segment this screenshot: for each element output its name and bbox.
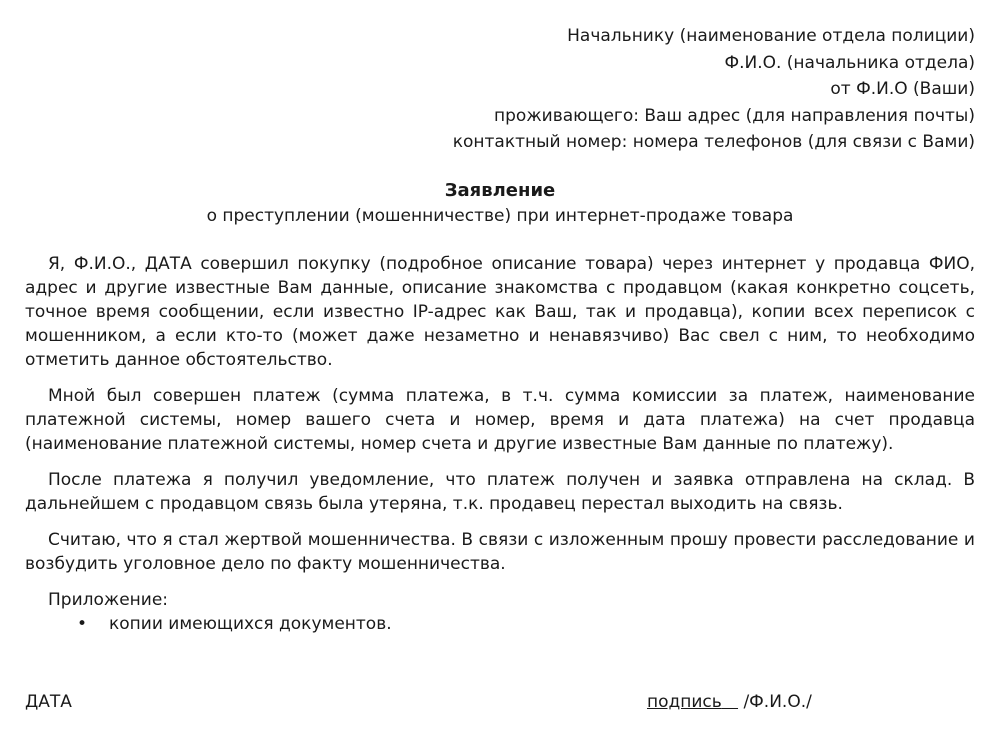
appendix-label: Приложение: — [48, 590, 169, 610]
addressee-line: контактный номер: номера телефонов (для связи с Вами) — [452, 132, 975, 152]
document-subtitle: о преступлении (мошенничестве) при интернет-продаже товара — [206, 206, 794, 226]
addressee-line: проживающего: Ваш адрес (для направления почты) — [494, 105, 975, 126]
signer-name: /Ф.И.О./ — [743, 692, 812, 712]
signature-label: подпись — [647, 692, 722, 712]
signature-line — [647, 692, 738, 712]
signature-block — [647, 692, 812, 712]
bullet-icon: • — [77, 614, 88, 634]
date-field: ДАТА — [25, 692, 72, 712]
addressee-line: Ф.И.О. (начальника отдела) — [724, 52, 975, 73]
document-body — [25, 252, 975, 636]
signature-footer — [25, 692, 975, 718]
list-item — [25, 612, 975, 636]
document-title: Заявление — [444, 180, 556, 201]
paragraph: Считаю, что я стал жертвой мошенничества. В связи с изложенным прошу провести расследование и возбудить уголовное дело по факту мошенничества. — [25, 530, 975, 574]
addressee-block — [453, 23, 975, 156]
paragraph: Мной был совершен платеж (сумма платежа, в т.ч. сумма комиссии за платеж, наименование платежной системы, номер вашего счета и номер, время и дата платежа) на счет продавца (наименование платежной системы, номер счета и другие известные Вам данные по платежу). — [25, 386, 975, 454]
signature-blank — [722, 692, 738, 712]
appendix-list — [25, 612, 975, 636]
list-item-text: копии имеющихся документов. — [109, 614, 392, 634]
addressee-line: Начальнику (наименование отдела полиции) — [567, 26, 975, 46]
paragraph: После платежа я получил уведомление, что платеж получен и заявка отправлена на склад. В дальнейшем с продавцом связь была утеряна, т.к. продавец перестал выходить на связь. — [25, 470, 975, 514]
addressee-line: от Ф.И.О (Ваши) — [830, 79, 975, 99]
paragraph: Я, Ф.И.О., ДАТА совершил покупку (подробное описание товара) через интернет у продавца ФИО, адрес и другие известные Вам данные, описание знакомства с продавцом (какая конкретно соцсеть, точное время сообщении, если известно IP-адрес как Ваш, так и продавца), копии всех переписок с мошенником, а если кто-то (может даже незаметно и ненавязчиво) Вас свел с ним, то необходимо отметить данное обстоятельство. — [25, 254, 975, 370]
document-title-block — [0, 178, 1000, 228]
